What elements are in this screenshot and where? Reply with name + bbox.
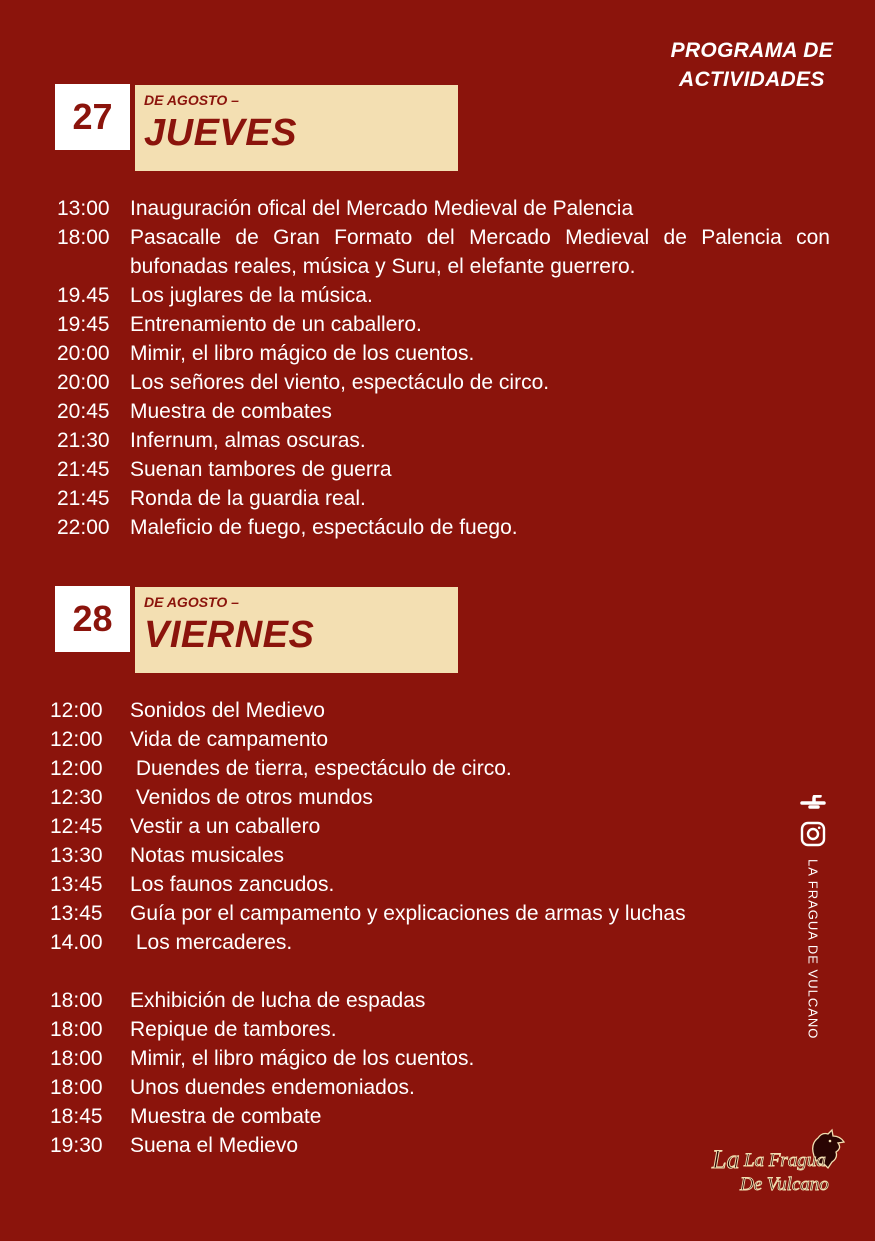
event-time: 20:45 <box>57 400 110 423</box>
day-number: 28 <box>55 586 130 652</box>
schedule-row <box>0 281 875 310</box>
schedule-row <box>0 397 875 426</box>
instagram-icon[interactable] <box>800 821 826 847</box>
event-time: 19:30 <box>50 1134 103 1157</box>
event-time: 18:00 <box>50 1018 103 1041</box>
schedule-row <box>0 754 875 783</box>
event-title: Muestra de combate <box>130 1105 322 1128</box>
event-title: Duendes de tierra, espectáculo de circo. <box>130 757 512 780</box>
event-title: Ronda de la guardia real. <box>130 487 366 510</box>
schedule-row <box>0 513 875 542</box>
schedule-friday <box>0 696 875 1160</box>
event-title: Muestra de combates <box>130 400 332 423</box>
event-time: 21:45 <box>57 487 110 510</box>
event-time: 12:00 <box>50 728 103 751</box>
event-time: 12:00 <box>50 757 103 780</box>
schedule-row <box>0 725 875 754</box>
schedule-row <box>0 1015 875 1044</box>
event-title: Pasacalle de Gran Formato del Mercado Medieval de Palencia con bufonadas reales, música y Suru, el elefante guerrero. <box>130 226 830 278</box>
event-title: Notas musicales <box>130 844 285 867</box>
event-title: Unos duendes endemoniados. <box>130 1076 415 1099</box>
event-title: Vestir a un caballero <box>130 815 321 838</box>
event-title: Entrenamiento de un caballero. <box>130 313 422 336</box>
event-title: Los mercaderes. <box>130 931 293 954</box>
schedule-row <box>0 455 875 484</box>
event-time: 18:00 <box>50 989 103 1012</box>
page-title-line2: ACTIVIDADES <box>678 68 825 91</box>
event-time: 22:00 <box>57 516 110 539</box>
event-title: Maleficio de fuego, espectáculo de fuego. <box>130 516 518 539</box>
event-title: Los juglares de la música. <box>130 284 373 307</box>
event-time: 21:45 <box>57 458 110 481</box>
schedule-row <box>0 841 875 870</box>
schedule-row <box>0 783 875 812</box>
event-time: 19:45 <box>57 313 110 336</box>
schedule-row <box>0 928 875 957</box>
event-title: Sonidos del Medievo <box>130 699 325 722</box>
event-title: Suenan tambores de guerra <box>130 458 392 481</box>
event-time: 20:00 <box>57 371 110 394</box>
schedule-row <box>0 812 875 841</box>
event-title: Exhibición de lucha de espadas <box>130 989 426 1012</box>
event-time: 12:30 <box>50 786 103 809</box>
event-title: Venidos de otros mundos <box>130 786 373 809</box>
facebook-icon[interactable] <box>800 795 826 811</box>
event-title: Mimir, el libro mágico de los cuentos. <box>130 1047 475 1070</box>
schedule-row <box>0 194 875 223</box>
social-links <box>798 795 828 1039</box>
event-title: Guía por el campamento y explicaciones de armas y luchas <box>130 902 686 925</box>
event-time: 13:45 <box>50 873 103 896</box>
schedule-row <box>0 1073 875 1102</box>
event-time: 13:45 <box>50 902 103 925</box>
day-name: JUEVES <box>144 112 297 154</box>
schedule-thursday <box>0 194 875 542</box>
event-time: 14.00 <box>50 931 103 954</box>
schedule-row <box>0 986 875 1015</box>
schedule-row <box>0 426 875 455</box>
event-time: 18:45 <box>50 1105 103 1128</box>
social-handle: LA FRAGUA DE VULCANO <box>805 859 821 1040</box>
schedule-row <box>0 339 875 368</box>
event-title: Los señores del viento, espectáculo de circo. <box>130 371 550 394</box>
day-number: 27 <box>55 84 130 150</box>
event-time: 20:00 <box>57 342 110 365</box>
event-time: 18:00 <box>57 226 110 249</box>
logo-line2: De Vulcano <box>740 1174 829 1195</box>
schedule-row <box>0 899 875 928</box>
event-time: 12:00 <box>50 699 103 722</box>
page-title <box>671 36 833 94</box>
schedule-row <box>0 1044 875 1073</box>
day-label <box>135 85 458 171</box>
event-title: Inauguración ofical del Mercado Medieval de Palencia <box>130 197 634 220</box>
event-time: 21:30 <box>57 429 110 452</box>
schedule-row <box>0 870 875 899</box>
event-title: Vida de campamento <box>130 728 329 751</box>
event-time: 19.45 <box>57 284 110 307</box>
schedule-row <box>0 484 875 513</box>
event-title: Infernum, almas oscuras. <box>130 429 366 452</box>
svg-text:La: La <box>712 1145 740 1174</box>
schedule-row <box>0 696 875 725</box>
event-time: 18:00 <box>50 1047 103 1070</box>
day-month: DE AGOSTO – <box>144 594 239 610</box>
schedule-gap <box>0 957 875 986</box>
schedule-row <box>0 310 875 339</box>
event-title: Los faunos zancudos. <box>130 873 335 896</box>
event-time: 12:45 <box>50 815 103 838</box>
day-month: DE AGOSTO – <box>144 92 239 108</box>
schedule-row <box>0 368 875 397</box>
day-label <box>135 587 458 673</box>
event-time: 13:00 <box>57 197 110 220</box>
event-time: 18:00 <box>50 1076 103 1099</box>
logo-line1: La Fragua <box>744 1150 826 1171</box>
event-title: Suena el Medievo <box>130 1134 299 1157</box>
page-title-line1: PROGRAMA DE <box>670 39 833 62</box>
day-name: VIERNES <box>144 614 315 656</box>
event-title: Mimir, el libro mágico de los cuentos. <box>130 342 475 365</box>
event-title: Repique de tambores. <box>130 1018 337 1041</box>
schedule-row <box>0 223 875 281</box>
event-time: 13:30 <box>50 844 103 867</box>
la-fragua-logo <box>706 1126 854 1196</box>
